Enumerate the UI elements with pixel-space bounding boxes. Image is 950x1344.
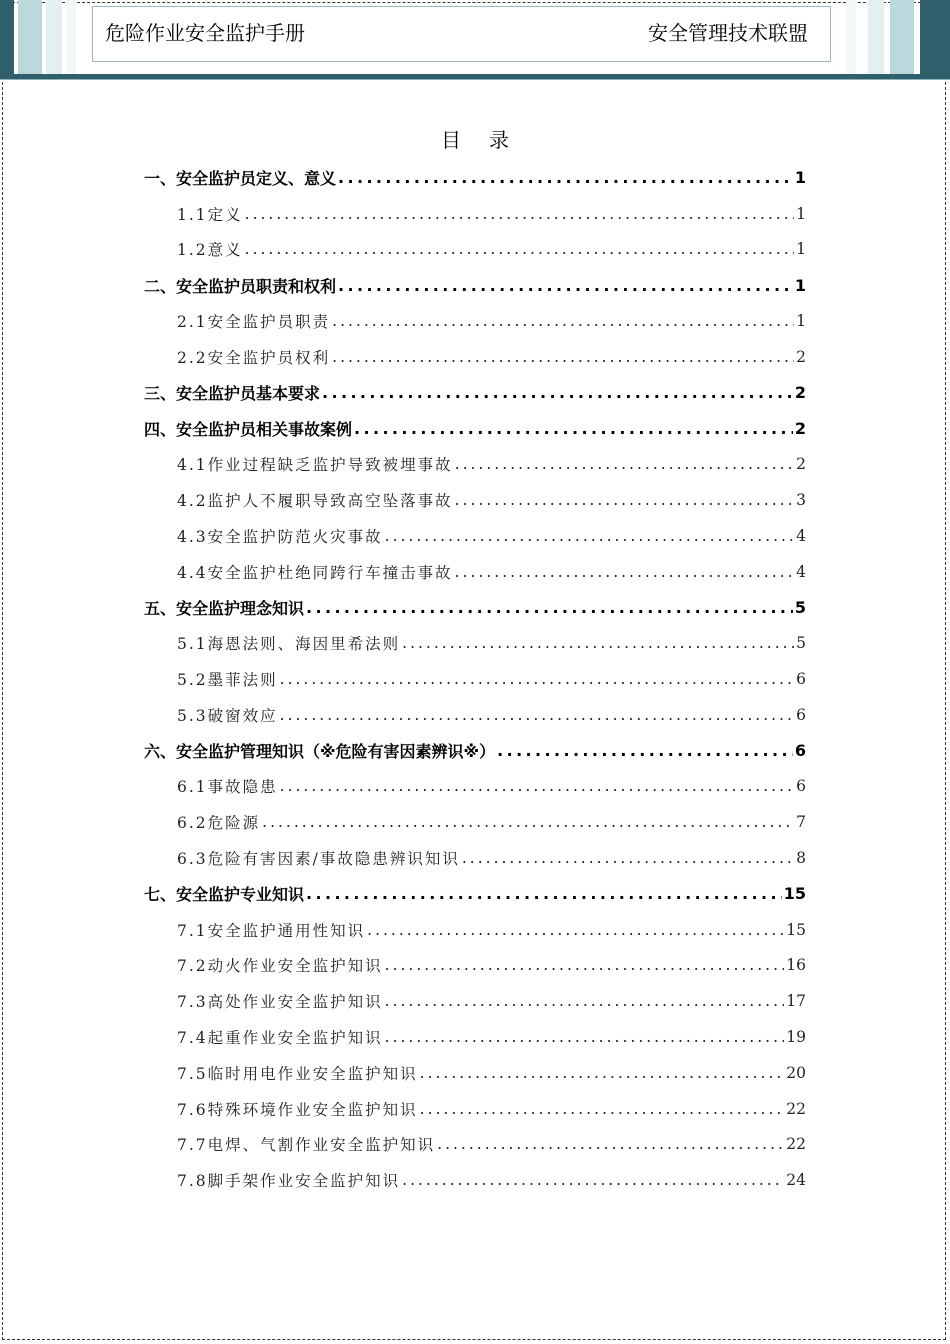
toc-entry-page: 20 — [786, 1063, 806, 1082]
toc-entry-label: 四、安全监护员相关事故案例 — [144, 419, 353, 439]
toc-entry-label: 六、安全监护管理知识（※危险有害因素辨识※） — [144, 742, 496, 762]
toc-leader-dots — [402, 1171, 784, 1189]
header-stripe — [890, 0, 914, 74]
toc-entry-label: 二、安全监护员职责和权利 — [144, 276, 337, 296]
toc-entry-page: 2 — [796, 347, 806, 366]
toc-entry-page: 22 — [786, 1135, 806, 1154]
toc-entry-page: 6 — [796, 777, 806, 796]
toc-entry-label: 三、安全监护员基本要求 — [144, 384, 321, 404]
toc-entry-label: 7.3高处作业安全监护知识 — [177, 993, 383, 1012]
toc-leader-dots — [332, 312, 794, 330]
header-stripe — [846, 0, 856, 74]
toc-entry-chapter[interactable] — [144, 375, 806, 411]
toc-entry-page: 19 — [786, 1028, 806, 1047]
toc-leader-dots — [245, 205, 794, 223]
toc-entry-chapter[interactable] — [144, 876, 806, 912]
toc-leader-dots — [306, 598, 793, 617]
header-stripe — [18, 0, 42, 74]
toc-entry-label: 一、安全监护员定义、意义 — [144, 169, 337, 189]
toc-entry-label: 1.1定义 — [177, 205, 243, 224]
toc-entry-section[interactable] — [144, 482, 806, 518]
toc-leader-dots — [322, 383, 793, 402]
toc-entry-label: 4.2监护人不履职导致高空坠落事故 — [177, 492, 453, 511]
toc-leader-dots — [462, 849, 794, 867]
toc-leader-dots — [437, 1135, 784, 1153]
toc-entry-section[interactable] — [144, 303, 806, 339]
toc-entry-page: 6 — [794, 741, 806, 761]
toc-leader-dots — [385, 1028, 785, 1046]
toc-leader-dots — [385, 956, 785, 974]
toc-entry-label: 4.4安全监护杜绝同跨行车撞击事故 — [177, 563, 453, 582]
toc-entry-page: 22 — [786, 1099, 806, 1118]
toc-entry-page: 4 — [796, 526, 806, 545]
toc-entry-section[interactable] — [144, 661, 806, 697]
toc-entry-page: 5 — [794, 597, 806, 617]
toc-leader-dots — [420, 1064, 785, 1082]
toc-leader-dots — [455, 491, 794, 509]
toc-entry-label: 7.1安全监护通用性知识 — [177, 921, 366, 940]
toc-entry-page: 15 — [783, 884, 806, 904]
table-of-contents — [144, 160, 806, 1198]
toc-entry-label: 4.3安全监护防范火灾事故 — [177, 527, 383, 546]
toc-leader-dots — [367, 921, 784, 939]
toc-leader-dots — [306, 884, 782, 903]
toc-entry-page: 2 — [794, 383, 806, 403]
toc-entry-label: 7.7电焊、气割作业安全监护知识 — [177, 1136, 436, 1155]
toc-entry-label: 6.3危险有害因素/事故隐患辨识知识 — [177, 850, 460, 869]
toc-entry-label: 2.2安全监护员权利 — [177, 348, 331, 367]
toc-leader-dots — [332, 348, 794, 366]
toc-entry-section[interactable] — [144, 948, 806, 984]
toc-entry-chapter[interactable] — [144, 160, 806, 196]
toc-entry-label: 7.8脚手架作业安全监护知识 — [177, 1172, 401, 1191]
toc-entry-page: 4 — [796, 562, 806, 581]
header-stripe — [920, 0, 950, 74]
toc-entry-section[interactable] — [144, 983, 806, 1019]
toc-entry-section[interactable] — [144, 1162, 806, 1198]
toc-entry-label: 七、安全监护专业知识 — [144, 885, 305, 905]
toc-entry-page: 16 — [786, 956, 806, 975]
toc-leader-dots — [245, 240, 794, 258]
toc-entry-section[interactable] — [144, 697, 806, 733]
toc-entry-chapter[interactable] — [144, 411, 806, 447]
toc-entry-section[interactable] — [144, 196, 806, 232]
toc-entry-section[interactable] — [144, 840, 806, 876]
toc-entry-page: 24 — [786, 1171, 806, 1190]
header-band — [0, 0, 950, 80]
toc-leader-dots — [262, 813, 794, 831]
toc-entry-page: 17 — [786, 992, 806, 1011]
toc-entry-section[interactable] — [144, 804, 806, 840]
toc-entry-label: 6.2危险源 — [177, 814, 261, 833]
toc-entry-section[interactable] — [144, 1019, 806, 1055]
toc-entry-label: 6.1事故隐患 — [177, 778, 278, 797]
toc-entry-section[interactable] — [144, 232, 806, 268]
toc-leader-dots — [385, 527, 794, 545]
toc-leader-dots — [280, 706, 794, 724]
toc-leader-dots — [402, 634, 794, 652]
organization-name: 安全管理技术联盟 — [648, 21, 808, 45]
toc-entry-page: 6 — [796, 705, 806, 724]
toc-entry-label: 2.1安全监护员职责 — [177, 313, 331, 332]
toc-entry-page: 5 — [796, 634, 806, 653]
toc-leader-dots — [497, 741, 793, 760]
toc-leader-dots — [280, 777, 794, 795]
toc-entry-page: 1 — [796, 204, 806, 223]
toc-title: 目录 — [441, 128, 537, 152]
header-stripe — [868, 0, 884, 74]
toc-entry-label: 7.6特殊环境作业安全监护知识 — [177, 1100, 418, 1119]
toc-leader-dots — [338, 168, 793, 187]
toc-entry-chapter[interactable] — [144, 733, 806, 769]
header-stripe — [0, 0, 14, 74]
toc-entry-section[interactable] — [144, 1127, 806, 1163]
toc-leader-dots — [420, 1100, 785, 1118]
toc-entry-section[interactable] — [144, 1055, 806, 1091]
toc-entry-label: 5.3破窗效应 — [177, 706, 278, 725]
toc-entry-section[interactable] — [144, 518, 806, 554]
toc-leader-dots — [455, 563, 794, 581]
toc-entry-section[interactable] — [144, 912, 806, 948]
toc-entry-label: 7.5临时用电作业安全监护知识 — [177, 1064, 418, 1083]
toc-leader-dots — [385, 992, 785, 1010]
toc-entry-label: 5.2墨菲法则 — [177, 671, 278, 690]
header-box — [92, 6, 831, 62]
toc-entry-chapter[interactable] — [144, 267, 806, 303]
toc-entry-label: 4.1作业过程缺乏监护导致被埋事故 — [177, 456, 453, 475]
toc-entry-chapter[interactable] — [144, 590, 806, 626]
toc-entry-page: 1 — [794, 168, 806, 188]
toc-entry-page: 1 — [794, 275, 806, 295]
toc-entry-page: 7 — [796, 813, 806, 832]
toc-entry-page: 1 — [796, 240, 806, 259]
header-stripe — [46, 0, 62, 74]
toc-entry-section[interactable] — [144, 625, 806, 661]
header-stripe — [66, 0, 76, 74]
toc-entry-page: 2 — [796, 455, 806, 474]
toc-entry-section[interactable] — [144, 1091, 806, 1127]
toc-entry-section[interactable] — [144, 554, 806, 590]
toc-entry-label: 5.1海恩法则、海因里希法则 — [177, 635, 401, 654]
toc-entry-page: 2 — [794, 418, 806, 438]
toc-entry-page: 3 — [796, 491, 806, 510]
toc-entry-page: 6 — [796, 670, 806, 689]
toc-entry-page: 8 — [796, 849, 806, 868]
toc-leader-dots — [455, 455, 794, 473]
toc-leader-dots — [280, 670, 794, 688]
toc-entry-section[interactable] — [144, 446, 806, 482]
toc-leader-dots — [354, 419, 793, 438]
toc-entry-label: 1.2意义 — [177, 241, 243, 260]
toc-entry-page: 15 — [786, 920, 806, 939]
toc-entry-section[interactable] — [144, 339, 806, 375]
toc-entry-label: 7.2动火作业安全监护知识 — [177, 957, 383, 976]
toc-entry-page: 1 — [796, 312, 806, 331]
toc-entry-section[interactable] — [144, 769, 806, 805]
header-rule-thin — [0, 79, 950, 80]
toc-entry-label: 五、安全监护理念知识 — [144, 598, 305, 618]
toc-entry-label: 7.4起重作业安全监护知识 — [177, 1029, 383, 1048]
toc-leader-dots — [338, 276, 793, 295]
document-title: 危险作业安全监护手册 — [105, 21, 305, 45]
